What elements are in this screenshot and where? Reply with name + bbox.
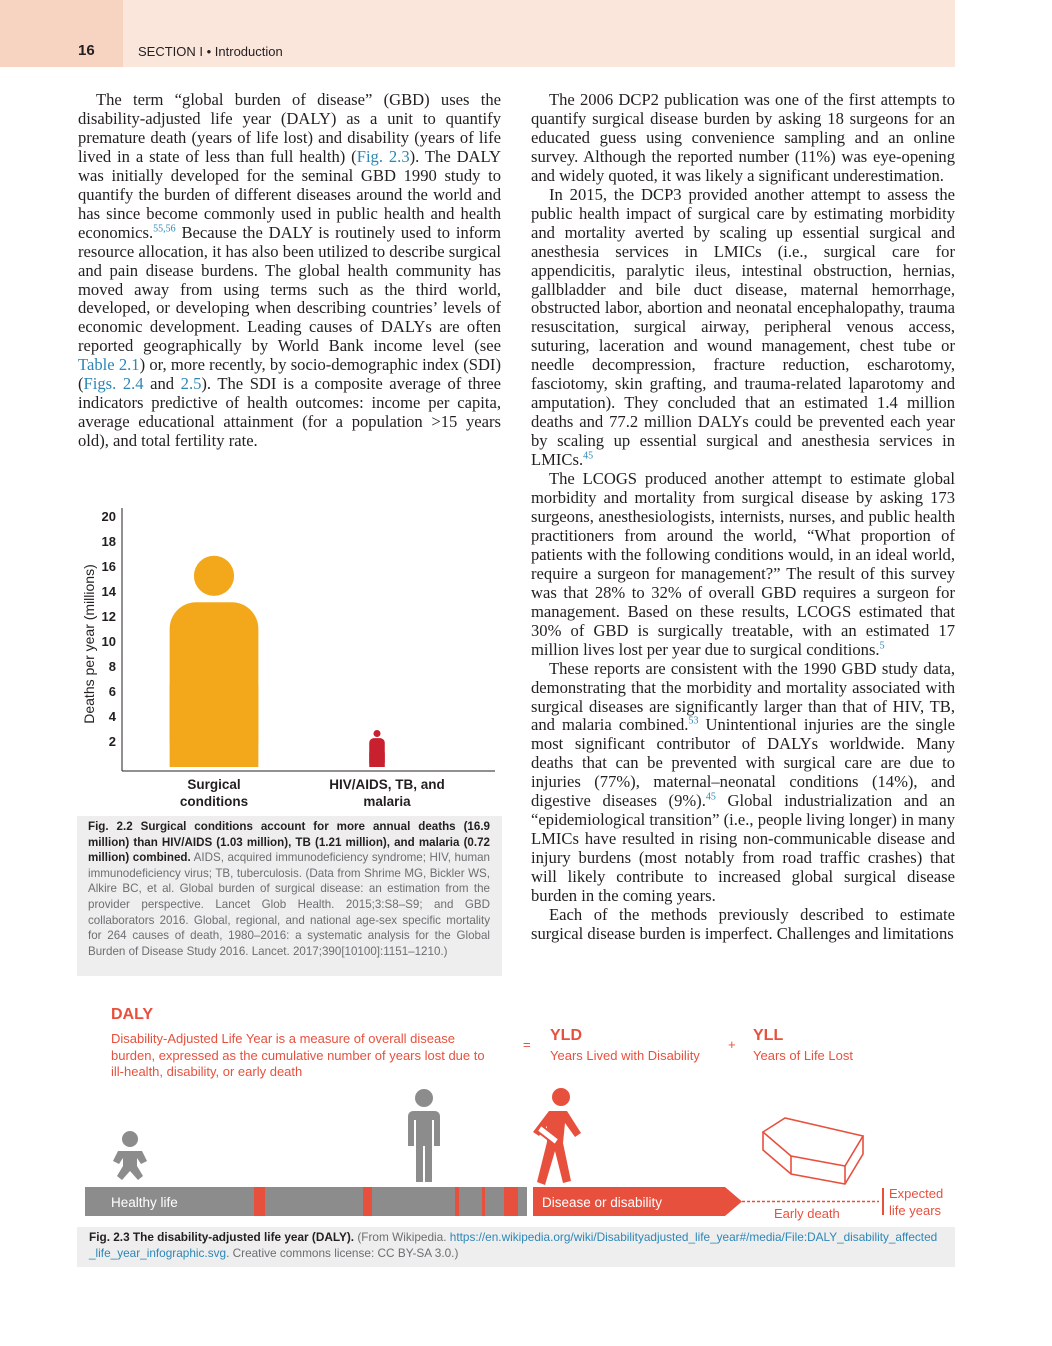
wikipedia-source-link[interactable]: https://en.wikipedia.org/wiki/Disabilityadjusted_life_year#/media/File:DALY_disability_affected_life_year_infographic.svg <box>89 1230 938 1260</box>
running-head: SECTION I • Introduction <box>138 44 283 59</box>
text-run: In 2015, the DCP3 provided another attempt to assess the public health impact of surgical care by estimating morbidity and mortality averted by scaling up essential surgical and anesthesia services in LMICs (i.e., surgical care for appendicitis, paralytic ileus, intestinal obstruction, hernias, gallbladder and bile duct disease, maternal hemorrhage, obstructed labor, abortion and neonatal encephalopathy, trauma resuscitation, surgical airway, peripheral venous access, suturing, laceration and wound management, chest tube or needle decompression, fracture reduction, escharotomy, fasciotomy, skin grafting, and trauma-related laparotomy and amputation). They concluded that an estimated 1.4 million deaths and 77.2 million DALYs could be prevented each year by scaling up essential surgical and anesthesia services in LMICs. <box>531 184 955 470</box>
text-run: ) or, more recently, by socio-demographic index (SDI) ( <box>78 355 501 394</box>
y-tick-label: 6 <box>108 684 116 699</box>
figure-2-3-caption <box>77 1227 955 1267</box>
y-tick-label: 12 <box>101 609 116 624</box>
figure-2-2-chart <box>77 500 502 815</box>
y-tick-label: 20 <box>101 509 116 524</box>
y-tick-label: 8 <box>108 659 116 674</box>
citation-superscript[interactable]: 5 <box>879 640 885 652</box>
illness-episode-marker <box>254 1187 265 1216</box>
citation-superscript[interactable]: 45 <box>583 450 594 462</box>
y-tick-label: 18 <box>101 534 116 549</box>
paragraph: Each of the methods previously described to estimate surgical disease burden is imperfect. Challenges and limitations <box>531 904 955 943</box>
daly-graphic <box>77 995 955 1225</box>
text-run: Global industrialization and an “epidemiological transition” (i.e., people living longer) in many LMICs have resulted in rising non-communicable disease and injury burdens (most notably from road traffic crashes) that will likely contribute to increased global surgical disease burden in the coming years. <box>531 791 956 906</box>
yld-description: Years Lived with Disability <box>550 1048 700 1063</box>
figure-2-3-daly-infographic <box>77 995 955 1225</box>
illness-episode-marker <box>504 1187 518 1216</box>
caption-body: . Creative commons license: CC BY-SA 3.0.) <box>226 1245 459 1260</box>
category-label-line: HIV/AIDS, TB, and <box>329 777 445 792</box>
figure-reference-link[interactable]: Figs. 2.4 <box>83 374 144 394</box>
expected-life-years-label <box>889 1186 943 1219</box>
citation-superscript[interactable]: 45 <box>705 791 716 803</box>
daly-title: DALY <box>111 1006 154 1023</box>
bar-surgical-conditions <box>170 556 259 767</box>
text-run: ). The SDI is a composite average of three indicators predictive of health outcomes: income per capita, average educational attainment (for a population >15 years old), and total fertility rate. <box>78 374 501 451</box>
caption-body: (From Wikipedia. <box>354 1230 450 1244</box>
caption-lead: Fig. 2.3 The disability-adjusted life year (DALY). <box>89 1230 355 1244</box>
illness-episode-marker <box>455 1187 459 1216</box>
plus-sign: + <box>728 1037 736 1052</box>
text-run: These reports are consistent with the 1990 GBD study data, demonstrating that the morbidity and mortality associated with surgical diseases are significantly larger than that of HIV, TB, and malaria combined. <box>531 658 955 735</box>
paragraph <box>531 660 955 906</box>
citation-superscript[interactable]: 55,56 <box>153 223 176 235</box>
text-run: ). The DALY was initially developed for the seminal GBD 1990 study to quantify the burden of different diseases around the world and has since become commonly used in public health and health economics. <box>78 146 501 242</box>
expected-label-line: Expected <box>889 1186 944 1201</box>
y-tick-label: 16 <box>101 559 116 574</box>
expected-label-line: life years <box>889 1202 942 1218</box>
category-label-line: conditions <box>179 794 249 809</box>
y-tick-label: 14 <box>101 584 116 599</box>
daly-description-line: burden, expressed as the cumulative number of years lost due to <box>111 1047 485 1063</box>
daly-description-line: ill-health, disability, or early death <box>111 1064 303 1079</box>
paragraph: The 2006 DCP2 publication was one of the first attempts to quantify surgical disease burden by asking 18 surgeons for an educated guess using convenience sampling and an online survey. Although the reported number (11%) was eye-opening and widely quoted, it was likely a significant underestimation. <box>531 90 955 185</box>
y-tick-label: 4 <box>108 709 116 724</box>
paragraph <box>531 186 955 470</box>
person-bar-legs <box>369 753 385 767</box>
person-bar-legs <box>170 685 259 767</box>
early-death-label: Early death <box>774 1206 840 1221</box>
figure-reference-link[interactable]: 2.5 <box>180 374 202 394</box>
text-run: The LCOGS produced another attempt to estimate global morbidity and mortality from surgical disease by asking 173 surgeons, anesthesiologists, internists, nurses, and public health practitioners from around the world, “What proportion of patients with the following conditions would, in an ideal world, require a surgeon for management?” The result of this survey was that 28% to 32% of overall GBD requires a surgeon for management. Based on these results, LCOGS estimated that 30% of GBD is surgically treatable, with an estimated 17 million lives lost per year due to surgical conditions. <box>531 469 955 659</box>
category-label-line: malaria <box>363 794 411 809</box>
text-run: and <box>143 374 181 394</box>
category-label-line: Surgical <box>187 777 241 792</box>
person-bar-head <box>373 730 380 737</box>
adult-person-icon <box>408 1089 440 1182</box>
citation-superscript[interactable]: 53 <box>688 715 699 727</box>
illness-episode-marker <box>363 1187 372 1216</box>
coffin-icon <box>763 1118 863 1184</box>
text-run: Unintentional injuries are the single most significant contributor of DALYs worldwide. Many deaths that can be prevented with surgical care are due to injuries (77%), maternal–neonatal conditions (14%), and digestive diseases (9%). <box>531 715 955 811</box>
yld-title: YLD <box>550 1027 582 1044</box>
left-column-text <box>78 91 501 451</box>
right-column-text <box>531 91 955 944</box>
healthy-life-label: Healthy life <box>111 1195 178 1210</box>
page-number-band <box>0 0 123 67</box>
paragraph <box>531 470 955 660</box>
category-label-hiv <box>302 776 472 810</box>
yll-description: Years of Life Lost <box>753 1048 853 1063</box>
disease-disability-label: Disease or disability <box>542 1195 663 1210</box>
person-bar-head <box>194 556 234 596</box>
figure-2-2-caption <box>77 816 502 976</box>
figure-reference-link[interactable]: Fig. 2.3 <box>356 146 410 166</box>
text-run: Because the DALY is routinely used to inform resource allocation, it has also been utilized to describe surgical and pain disease burdens. The global health community has moved away from using terms such as the third world, developed, or developing when describing countries’ levels of economic development. Leading causes of DALYs are often reported geographically by World Bank income level (see <box>78 222 501 356</box>
bar-hiv-tb-malaria <box>369 730 385 767</box>
equals-sign: = <box>523 1037 531 1052</box>
table-reference-link[interactable]: Table 2.1 <box>78 355 140 375</box>
injured-person-icon <box>533 1088 581 1185</box>
illness-episode-marker <box>482 1187 485 1216</box>
chart-plot-area <box>77 500 502 775</box>
paragraph <box>78 91 501 451</box>
category-label-surgical <box>159 776 269 810</box>
y-tick-label: 10 <box>101 634 116 649</box>
page-number: 16 <box>78 42 95 59</box>
yll-title: YLL <box>753 1027 784 1044</box>
y-axis-label: Deaths per year (millions) <box>81 564 97 724</box>
baby-icon <box>113 1131 147 1180</box>
y-tick-label: 2 <box>108 734 116 749</box>
caption-body: AIDS, acquired immunodeficiency syndrome; HIV, human immunodeficiency virus; TB, tuberculosis. (Data from Shrime MG, Bickler WS, Alkire BC, et al. Global burden of surgical disease: an estimation from the provider perspective. Lancet Glob Health. 2015;3:S8–S9; and GBD collaborators 2016. Global, regional, and national age-sex specific mortality for 264 causes of death, 1980–2016: a systematic analysis for the Global Burden of Disease Study 2016. Lancet. 2017;390[10100]:1151–1210.) <box>88 851 490 958</box>
caption-lead: Fig. 2.2 Surgical conditions account for more annual deaths (16.9 million) than HIV/AIDS (1.03 million), TB (1.21 million), and malaria (0.72 million) combined. <box>88 820 490 865</box>
daly-description-line: Disability-Adjusted Life Year is a measure of overall disease <box>111 1031 455 1046</box>
text-run: The term “global burden of disease” (GBD) uses the disability-adjusted life year (DALY) as a unit to quantify premature death (years of life lost) and disability (years of life lived in a state of less than full health) ( <box>78 90 501 166</box>
